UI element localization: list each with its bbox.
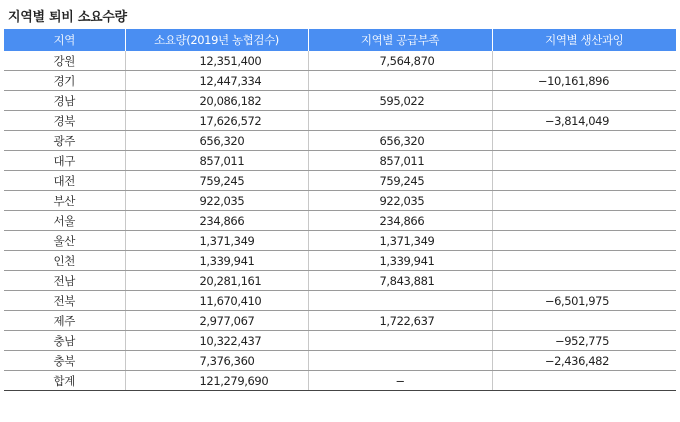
region-cell: 강원 [4,51,125,71]
page-title: 지역별 퇴비 소요수량 [8,10,127,25]
surplus-cell: −2,436,482 [492,351,676,371]
table-row [4,191,676,211]
region-cell: 부산 [4,191,125,211]
demand-cell: 857,011 [125,151,308,171]
region-cell: 전남 [4,271,125,291]
region-cell: 울산 [4,231,125,251]
table-row [4,271,676,291]
table-row [4,51,676,71]
region-cell: 서울 [4,211,125,231]
region-cell: 경북 [4,111,125,131]
surplus-cell [492,251,676,271]
table-row [4,91,676,111]
demand-cell: 10,322,437 [125,331,308,351]
surplus-cell: −3,814,049 [492,111,676,131]
demand-cell: 7,376,360 [125,351,308,371]
shortage-cell: 857,011 [308,151,492,171]
surplus-cell [492,371,676,391]
region-cell: 대전 [4,171,125,191]
demand-cell: 759,245 [125,171,308,191]
shortage-cell: 7,564,870 [308,51,492,71]
shortage-cell [308,111,492,131]
surplus-cell [492,51,676,71]
region-cell: 충북 [4,351,125,371]
shortage-cell: 922,035 [308,191,492,211]
demand-cell: 17,626,572 [125,111,308,131]
region-cell: 경남 [4,91,125,111]
surplus-cell [492,211,676,231]
surplus-cell: −6,501,975 [492,291,676,311]
header-region: 지역 [4,29,125,51]
shortage-cell [308,351,492,371]
shortage-cell: 656,320 [308,131,492,151]
surplus-cell [492,91,676,111]
demand-cell: 20,086,182 [125,91,308,111]
shortage-cell [308,291,492,311]
table-row [4,311,676,331]
demand-cell: 922,035 [125,191,308,211]
region-cell: 인천 [4,251,125,271]
surplus-cell: −10,161,896 [492,71,676,91]
shortage-cell [308,71,492,91]
demand-cell: 12,351,400 [125,51,308,71]
demand-cell: 234,866 [125,211,308,231]
header-shortage: 지역별 공급부족 [308,29,492,51]
shortage-cell [308,331,492,351]
region-cell: 충남 [4,331,125,351]
region-cell: 전북 [4,291,125,311]
demand-cell: 121,279,690 [125,371,308,391]
demand-cell: 12,447,334 [125,71,308,91]
region-cell: 제주 [4,311,125,331]
table-row [4,351,676,371]
demand-cell: 656,320 [125,131,308,151]
shortage-cell: 1,722,637 [308,311,492,331]
shortage-cell: 759,245 [308,171,492,191]
demand-cell: 11,670,410 [125,291,308,311]
table-row [4,151,676,171]
demand-cell: 1,339,941 [125,251,308,271]
table-row [4,371,676,391]
table-row [4,231,676,251]
demand-cell: 20,281,161 [125,271,308,291]
table-row [4,331,676,351]
surplus-cell [492,271,676,291]
demand-cell: 2,977,067 [125,311,308,331]
shortage-cell: 234,866 [308,211,492,231]
compost-demand-table [4,29,676,391]
region-cell: 경기 [4,71,125,91]
shortage-cell: 595,022 [308,91,492,111]
surplus-cell [492,311,676,331]
table-row [4,71,676,91]
shortage-cell: 1,339,941 [308,251,492,271]
surplus-cell [492,231,676,251]
table-row [4,111,676,131]
region-cell: 대구 [4,151,125,171]
surplus-cell [492,191,676,211]
surplus-cell [492,171,676,191]
table-row [4,131,676,151]
header-demand: 소요량(2019년 농협검수) [125,29,308,51]
table-row [4,171,676,191]
region-cell: 합계 [4,371,125,391]
table-row [4,291,676,311]
surplus-cell [492,151,676,171]
shortage-cell: 7,843,881 [308,271,492,291]
header-surplus: 지역별 생산과잉 [492,29,676,51]
table-row [4,211,676,231]
shortage-cell: 1,371,349 [308,231,492,251]
surplus-cell: −952,775 [492,331,676,351]
demand-cell: 1,371,349 [125,231,308,251]
table-row [4,251,676,271]
shortage-cell: − [308,371,492,391]
table-header-row [4,29,676,51]
surplus-cell [492,131,676,151]
region-cell: 광주 [4,131,125,151]
